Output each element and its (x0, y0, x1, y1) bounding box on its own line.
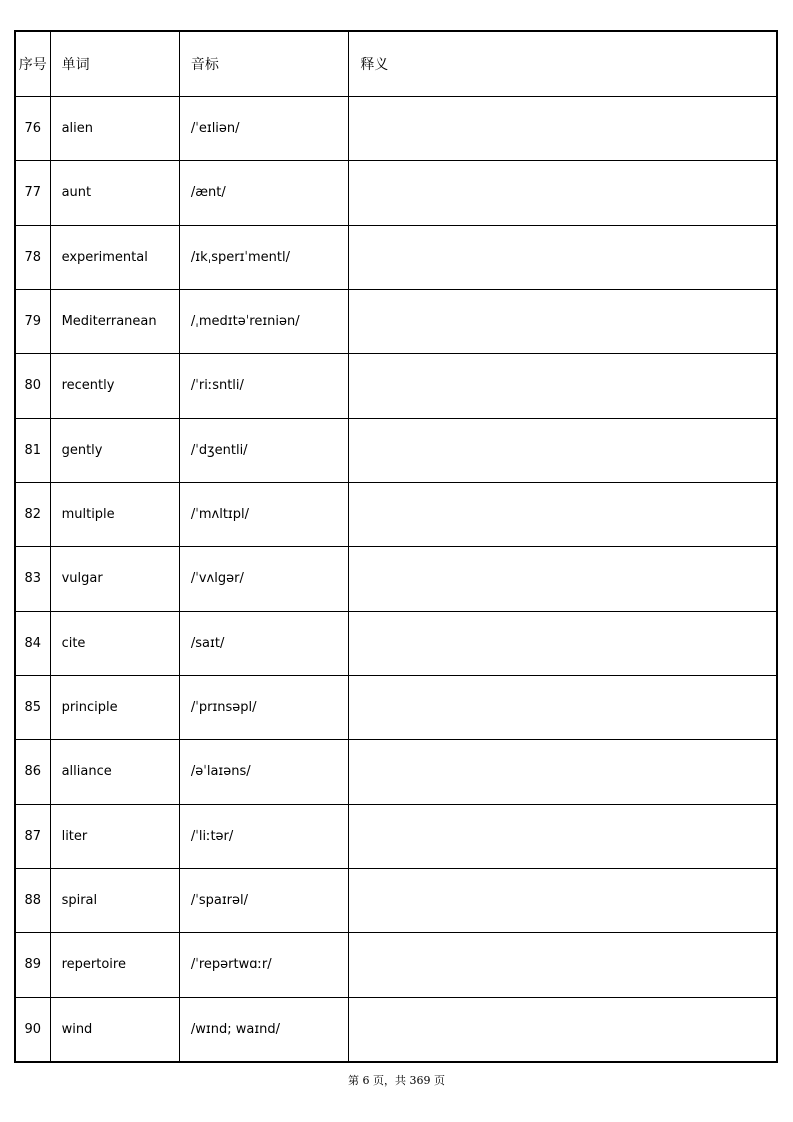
row-num: 90 (15, 997, 50, 1062)
row-ipa: /ænt/ (179, 161, 348, 225)
row-ipa: /ˈspaɪrəl/ (179, 868, 348, 932)
row-num: 77 (15, 161, 50, 225)
row-meaning (349, 161, 777, 225)
table-row (15, 933, 777, 997)
vocabulary-table (14, 30, 778, 1063)
row-num: 78 (15, 225, 50, 289)
row-meaning (349, 418, 777, 482)
row-meaning (349, 289, 777, 353)
table-row (15, 675, 777, 739)
row-word: recently (50, 354, 179, 418)
row-num: 83 (15, 547, 50, 611)
row-word: vulgar (50, 547, 179, 611)
header-num: 序号 (15, 31, 50, 97)
row-num: 81 (15, 418, 50, 482)
row-ipa: /ˈliːtər/ (179, 804, 348, 868)
row-word: wind (50, 997, 179, 1062)
row-meaning (349, 868, 777, 932)
table-header-row (15, 31, 777, 97)
table-row (15, 418, 777, 482)
table-row (15, 97, 777, 161)
row-word: multiple (50, 482, 179, 546)
table-row (15, 289, 777, 353)
row-num: 85 (15, 675, 50, 739)
table-row (15, 161, 777, 225)
row-meaning (349, 482, 777, 546)
row-ipa: /ˈriːsntli/ (179, 354, 348, 418)
table-row (15, 804, 777, 868)
row-word: Mediterranean (50, 289, 179, 353)
row-num: 84 (15, 611, 50, 675)
row-ipa: /ɪkˌsperɪˈmentl/ (179, 225, 348, 289)
table-row (15, 482, 777, 546)
row-num: 82 (15, 482, 50, 546)
row-ipa: /ˈvʌlgər/ (179, 547, 348, 611)
row-meaning (349, 740, 777, 804)
row-num: 80 (15, 354, 50, 418)
row-meaning (349, 547, 777, 611)
table-row (15, 354, 777, 418)
row-ipa: /ˈmʌltɪpl/ (179, 482, 348, 546)
row-word: cite (50, 611, 179, 675)
row-ipa: /əˈlaɪəns/ (179, 740, 348, 804)
row-ipa: /ˈdʒentli/ (179, 418, 348, 482)
row-meaning (349, 997, 777, 1062)
row-word: experimental (50, 225, 179, 289)
row-ipa: /saɪt/ (179, 611, 348, 675)
table-row (15, 611, 777, 675)
row-word: liter (50, 804, 179, 868)
row-num: 88 (15, 868, 50, 932)
table-row (15, 868, 777, 932)
row-meaning (349, 225, 777, 289)
row-meaning (349, 933, 777, 997)
table-row (15, 997, 777, 1062)
table-row (15, 740, 777, 804)
row-word: principle (50, 675, 179, 739)
row-num: 86 (15, 740, 50, 804)
header-word: 单词 (50, 31, 179, 97)
row-ipa: /ˈprɪnsəpl/ (179, 675, 348, 739)
row-num: 87 (15, 804, 50, 868)
row-word: alliance (50, 740, 179, 804)
row-word: gently (50, 418, 179, 482)
table-row (15, 547, 777, 611)
row-word: repertoire (50, 933, 179, 997)
row-ipa: /ˈeɪliən/ (179, 97, 348, 161)
row-meaning (349, 97, 777, 161)
row-ipa: /wɪnd; waɪnd/ (179, 997, 348, 1062)
row-ipa: /ˈrepərtwɑːr/ (179, 933, 348, 997)
row-num: 76 (15, 97, 50, 161)
row-word: alien (50, 97, 179, 161)
row-num: 89 (15, 933, 50, 997)
row-meaning (349, 675, 777, 739)
header-meaning: 释义 (349, 31, 777, 97)
row-ipa: /ˌmedɪtəˈreɪniən/ (179, 289, 348, 353)
table-row (15, 225, 777, 289)
row-word: spiral (50, 868, 179, 932)
row-meaning (349, 354, 777, 418)
header-ipa: 音标 (179, 31, 348, 97)
row-meaning (349, 804, 777, 868)
row-meaning (349, 611, 777, 675)
row-num: 79 (15, 289, 50, 353)
page-footer: 第 6 页，共 369 页 (348, 1074, 445, 1087)
row-word: aunt (50, 161, 179, 225)
